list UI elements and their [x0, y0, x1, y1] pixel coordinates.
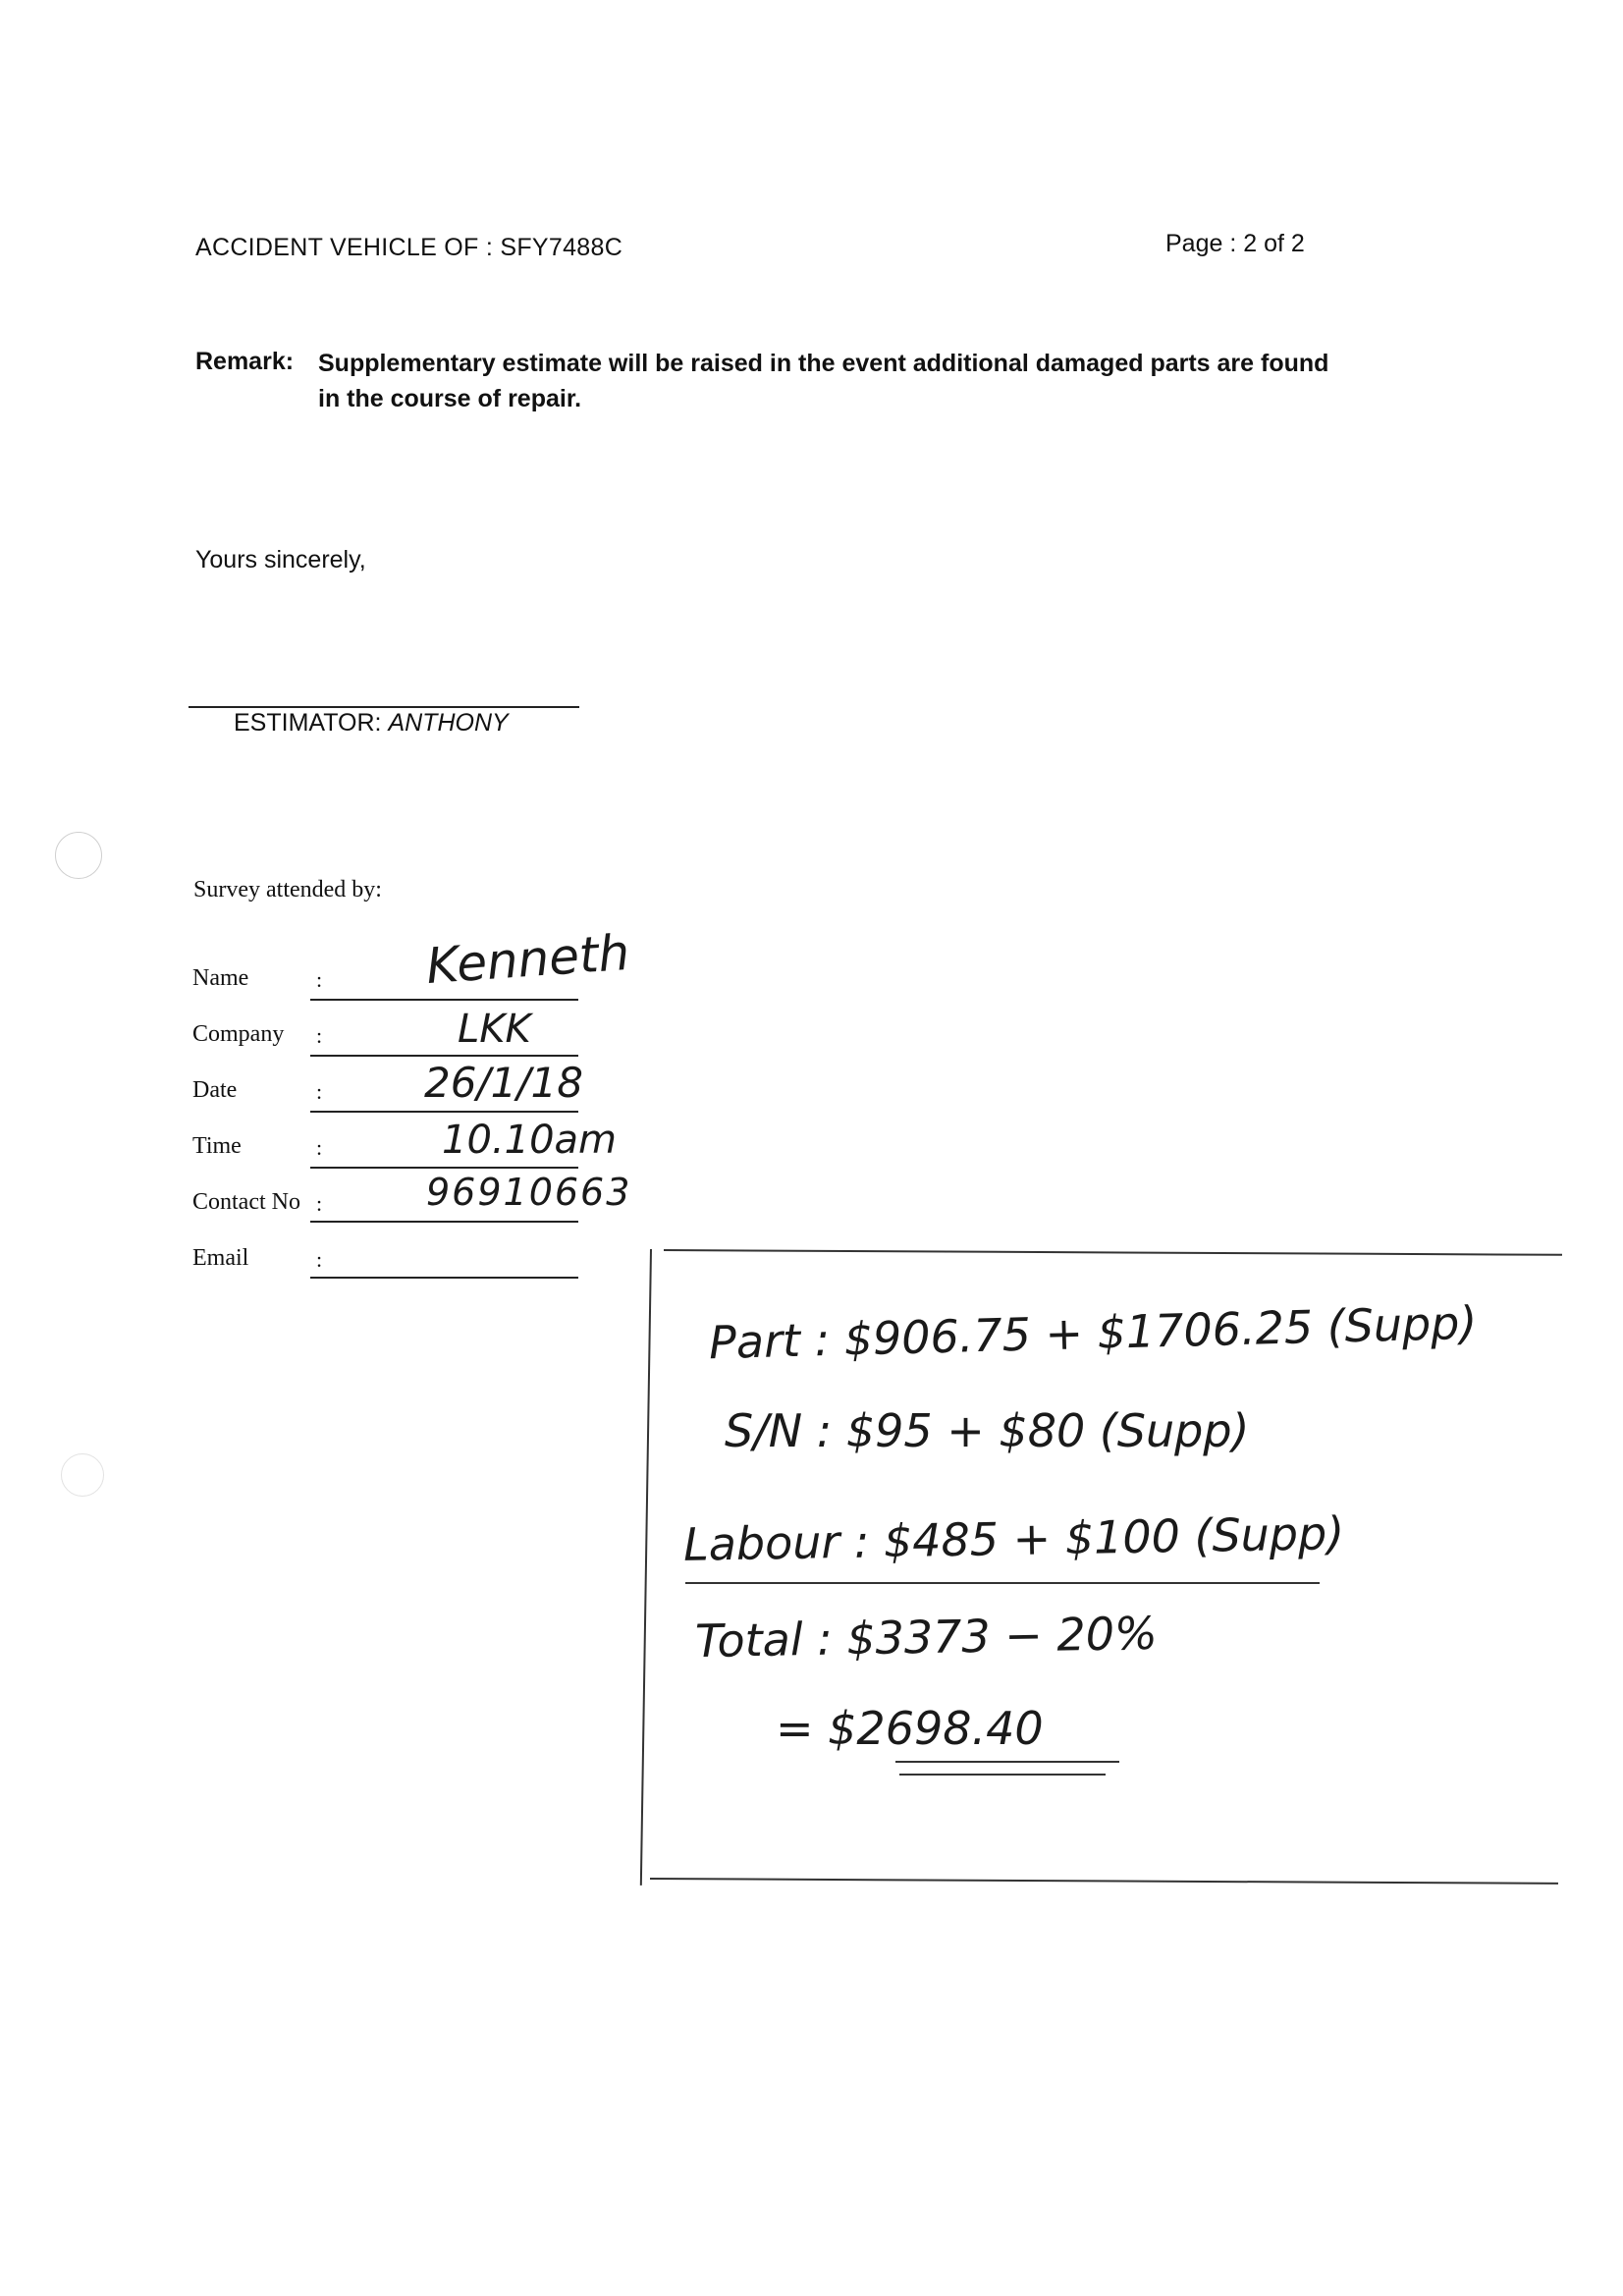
name-line — [310, 999, 578, 1001]
date-line — [310, 1111, 578, 1113]
result-line: = $2698.40 — [776, 1702, 1044, 1755]
name-colon: : — [316, 967, 323, 992]
result-double-underline — [899, 1774, 1106, 1776]
signature-line — [189, 706, 579, 708]
remark-text — [318, 346, 1457, 416]
contact-line — [310, 1221, 578, 1223]
company-colon: : — [316, 1023, 323, 1048]
document-title: ACCIDENT VEHICLE OF : SFY7488C — [195, 234, 623, 261]
page-number: Page : 2 of 2 — [1165, 230, 1305, 257]
remark-line-2: in the course of repair. — [318, 385, 582, 412]
survey-title: Survey attended by: — [193, 877, 382, 902]
date-label: Date — [192, 1077, 238, 1103]
remark-label: Remark: — [195, 348, 295, 375]
company-value: LKK — [458, 1007, 531, 1052]
contact-label: Contact No — [192, 1189, 300, 1215]
date-value: 26/1/18 — [424, 1059, 583, 1107]
email-label: Email — [192, 1245, 249, 1271]
punch-hole — [61, 1453, 104, 1497]
time-value: 10.10am — [442, 1118, 617, 1163]
total-line: Total : $3373 − 20% — [694, 1606, 1159, 1668]
contact-value: 96910663 — [426, 1171, 632, 1214]
date-colon: : — [316, 1079, 323, 1104]
estimator-name: ANTHONY — [388, 709, 509, 737]
estimator-label: ESTIMATOR: — [234, 709, 382, 737]
remark-line-1: Supplementary estimate will be raised in the event additional damaged parts are found — [318, 350, 1329, 377]
time-label: Time — [192, 1133, 242, 1159]
email-line — [310, 1277, 578, 1279]
email-colon: : — [316, 1247, 323, 1272]
company-line — [310, 1055, 578, 1057]
result-underline — [895, 1761, 1119, 1763]
punch-hole — [55, 832, 102, 879]
closing-salutation: Yours sincerely, — [195, 546, 366, 574]
sum-line — [685, 1582, 1320, 1584]
estimator — [234, 709, 509, 738]
part-cost-line: Part : $906.75 + $1706.25 (Supp) — [708, 1295, 1478, 1370]
labour-cost-line: Labour : $485 + $100 (Supp) — [682, 1506, 1345, 1571]
contact-colon: : — [316, 1191, 323, 1216]
box-bottom-line — [650, 1878, 1558, 1885]
name-value: Kenneth — [424, 923, 631, 996]
time-line — [310, 1167, 578, 1169]
name-label: Name — [192, 965, 249, 991]
box-left-line — [640, 1249, 652, 1886]
box-top-line — [664, 1249, 1562, 1256]
sn-cost-line: S/N : $95 + $80 (Supp) — [725, 1404, 1250, 1457]
company-label: Company — [192, 1021, 285, 1047]
time-colon: : — [316, 1135, 323, 1160]
